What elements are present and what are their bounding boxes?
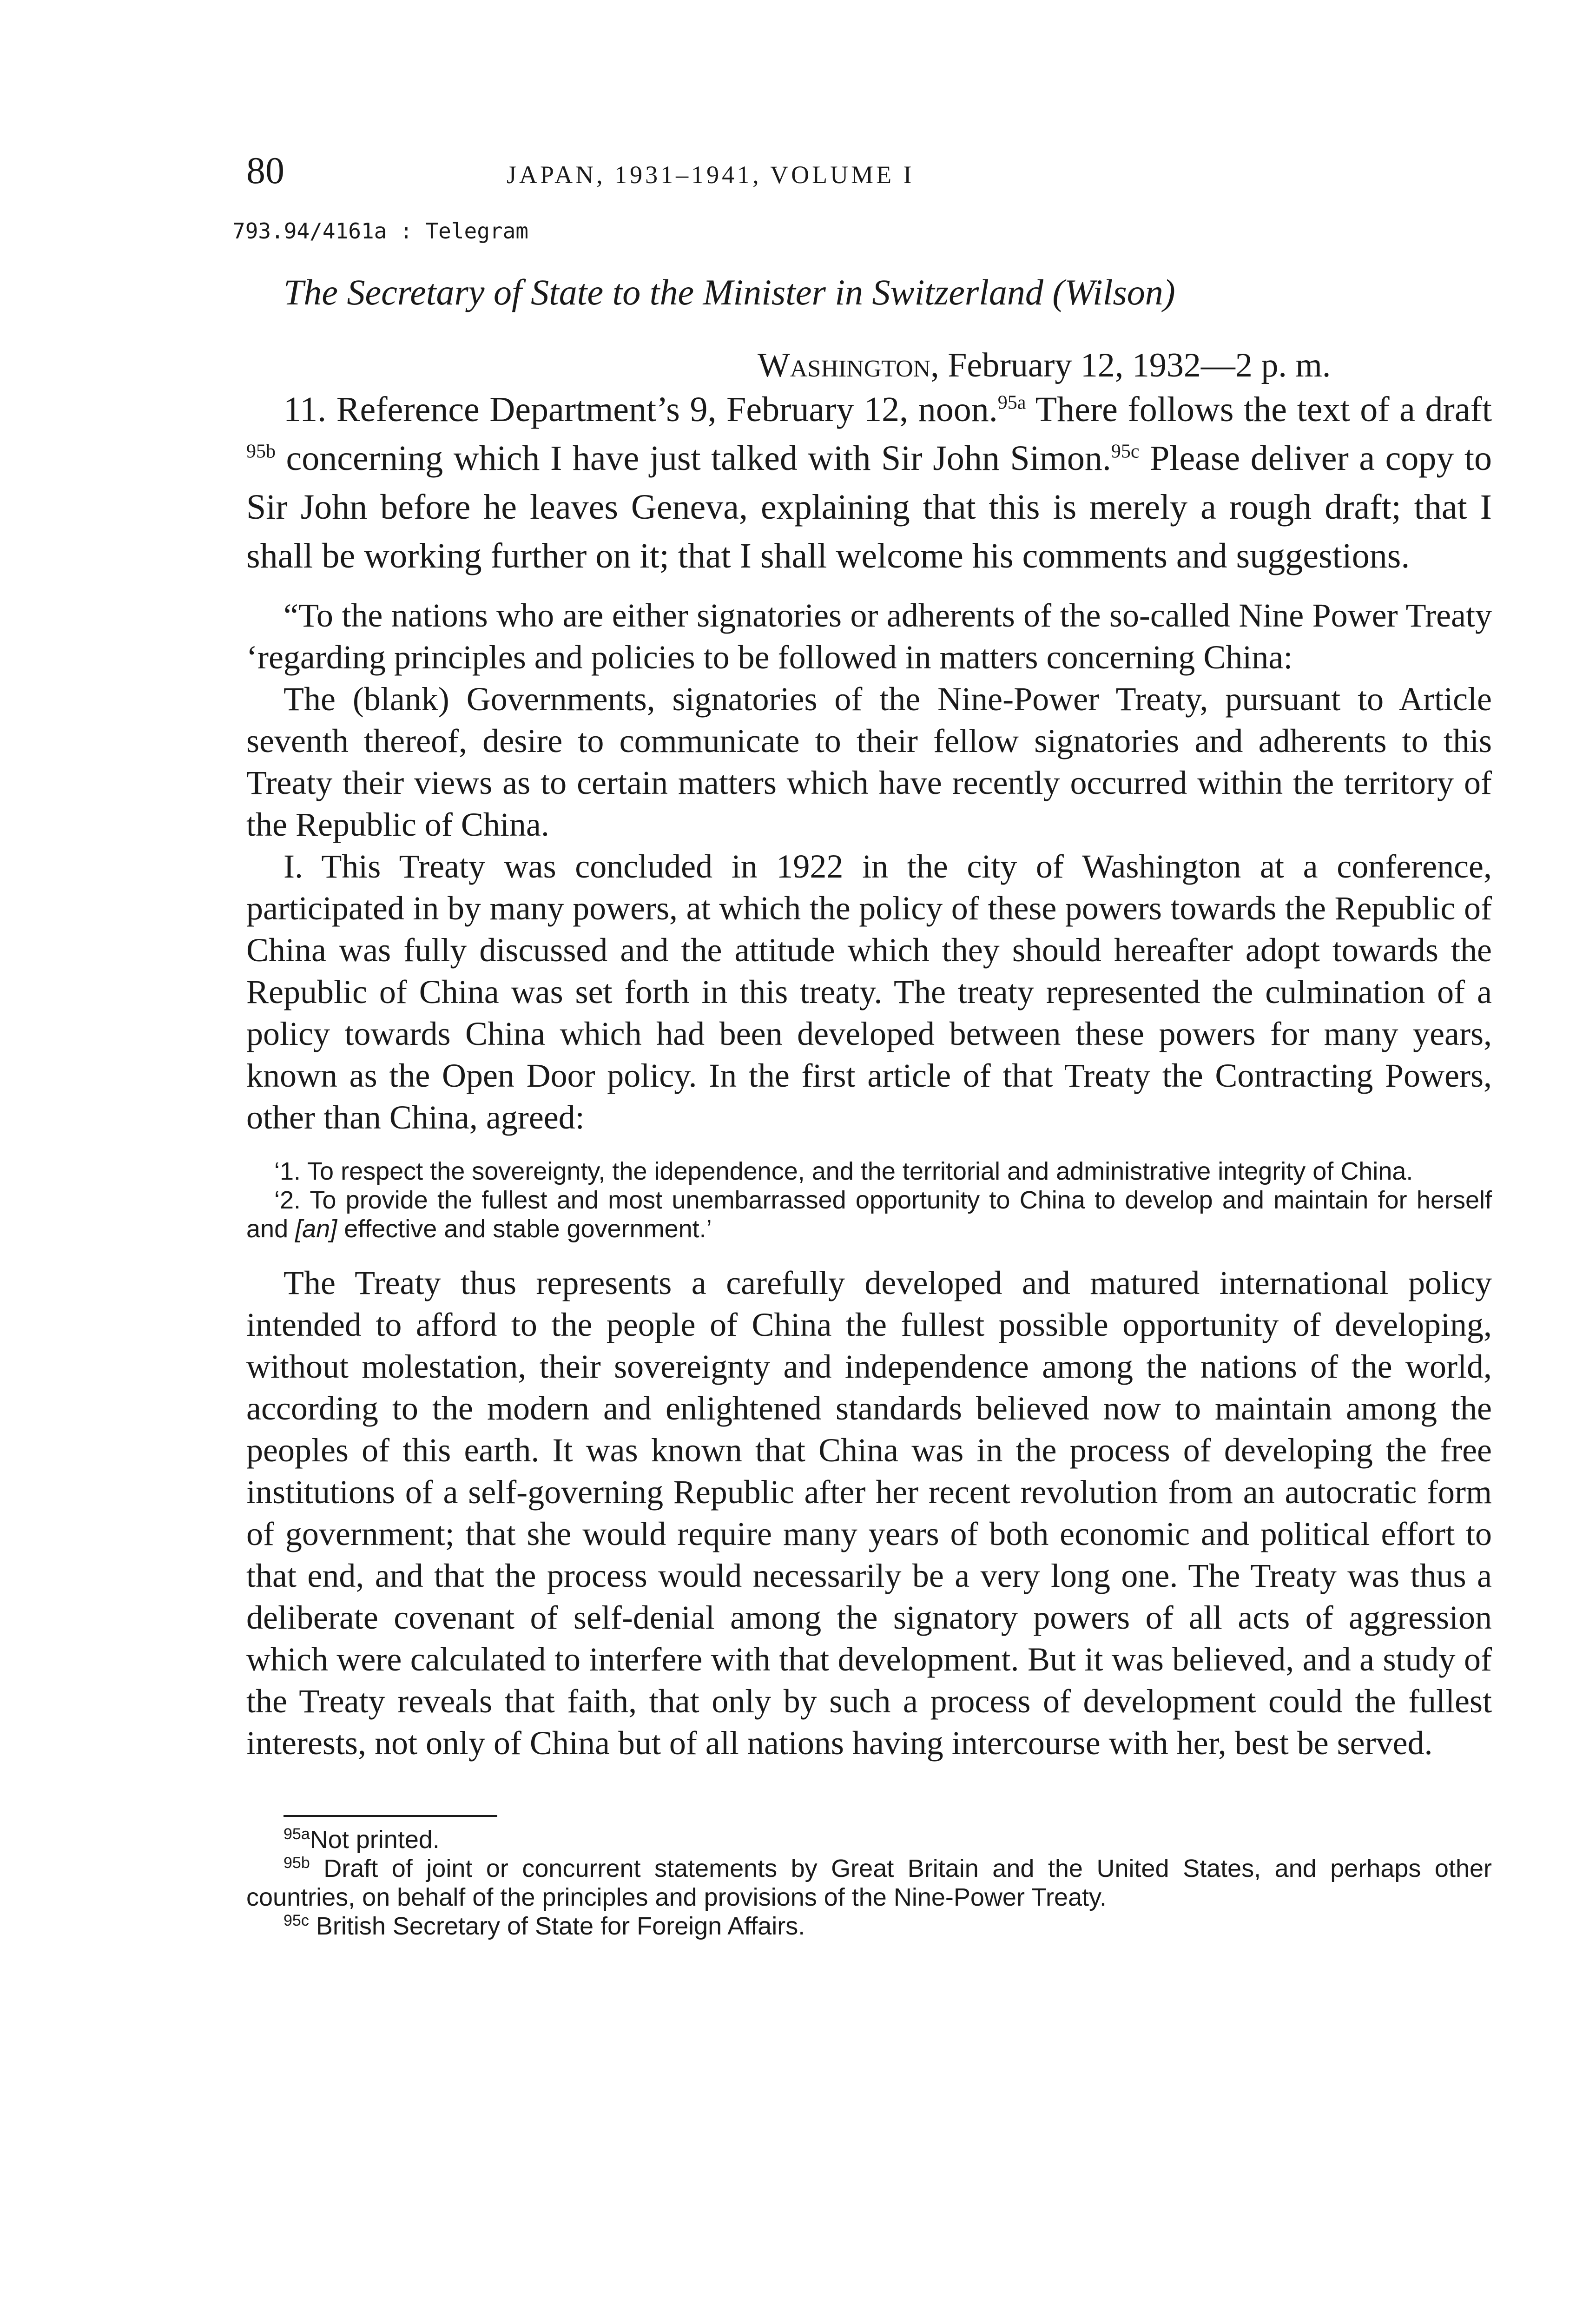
footnote-divider [284,1815,497,1817]
running-head: JAPAN, 1931–1941, VOLUME I [507,161,915,189]
draft-paragraph: “To the nations who are either signatories or adherents of the so-called Nine Power Treaty ‘regarding principles and policies to be followed in matters concerning China: [246,597,1492,676]
file-reference: 793.94/4161a : Telegram [232,218,528,244]
footnote-95a [246,1825,1492,1854]
page-header [246,149,1492,205]
dateline-date: , February 12, 1932—2 p. m. [930,346,1331,384]
dateline-place: Washington [758,346,931,384]
footnote-text: Draft of joint or concurrent statements by Great Britain and the United States, and perhaps other countries, on behalf of the principles and provisions of the Nine-Power Treaty. [246,1855,1492,1911]
document-title: The Secretary of State to the Minister in Switzerland (Wilson) [284,272,1175,312]
opening-text: There follows the text of a draft [1026,390,1492,429]
clause-text: ‘2. To provide the fullest and most unembarrassed opportunity to China to develop and maintain for herself and [246,1186,1492,1243]
footnote-ref-95b: 95b [246,441,276,462]
footnote-mark: 95c [284,1912,309,1929]
footnote-95b [246,1854,1492,1912]
opening-text: 11. Reference Department’s 9, February 12, noon. [284,390,998,429]
footnote-ref-95a: 95a [997,392,1026,414]
footnote-mark: 95a [284,1825,310,1843]
document-page [232,149,1492,1941]
footnote-ref-95c: 95c [1111,441,1140,462]
opening-paragraph [246,385,1492,581]
footnote-mark: 95b [284,1854,310,1872]
editorial-insertion: [an] [295,1215,337,1243]
opening-text: Please deliver a copy to Sir John before he leaves Geneva, explaining that this is merely a rough draft; that I shall be working further on it; that I shall welcome his comments and suggestions. [246,439,1492,575]
footnotes [246,1815,1492,1941]
treaty-clause-1: ‘1. To respect the sovereignty, the idependence, and the territorial and administrative integrity of China. [274,1157,1413,1185]
treaty-article-quote [246,1157,1492,1243]
draft-paragraph: I. This Treaty was concluded in 1922 in the city of Washington at a conference, participated in by many powers, at which the policy of these powers towards the Republic of China was fully discussed and the attitude which they should hereafter adopt towards the Republic of China was set forth in this treaty. The treaty represented the culmination of a policy towards China which had been developed between these powers for many years, known as the Open Door policy. In the first article of that Treaty the Contracting Powers, other than China, agreed: [246,848,1492,1136]
dateline [758,346,1492,385]
opening-text: concerning which I have just talked with Sir John Simon. [276,439,1111,478]
clause-text: effective and stable government.’ [337,1215,712,1243]
footnote-95c [246,1912,1492,1941]
page-number: 80 [246,149,284,191]
draft-paragraph: The Treaty thus represents a carefully developed and matured international policy intended to afford to the people of China the fullest possible opportunity of developing, without molestation, their sovereignty and independence among the nations of the world, according to the modern and enlightened standards believed now to maintain among the peoples of this earth. It was known that China was in the process of developing the free institutions of a self-governing Republic after her recent revolution from an autocratic form of government; that she would require many years of both economic and political effort to that end, and that the process would necessarily be a very long one. The Treaty was thus a deliberate covenant of self-denial among the signatory powers of all acts of aggression which were calculated to interfere with that development. But it was believed, and a study of the Treaty reveals that faith, that only by such a process of development could the fullest interests, not only of China but of all nations having intercourse with her, best be served. [246,1264,1492,1762]
draft-text [246,594,1492,1764]
treaty-clause-2 [246,1186,1492,1243]
draft-paragraph: The (blank) Governments, signatories of the Nine-Power Treaty, pursuant to Article seventh thereof, desire to communicate to their fellow signatories and adherents to this Treaty their views as to certain matters which have recently occurred within the territory of the Republic of China. [246,680,1492,843]
footnote-text: British Secretary of State for Foreign Affairs. [309,1912,805,1940]
footnote-text: Not printed. [310,1826,440,1854]
